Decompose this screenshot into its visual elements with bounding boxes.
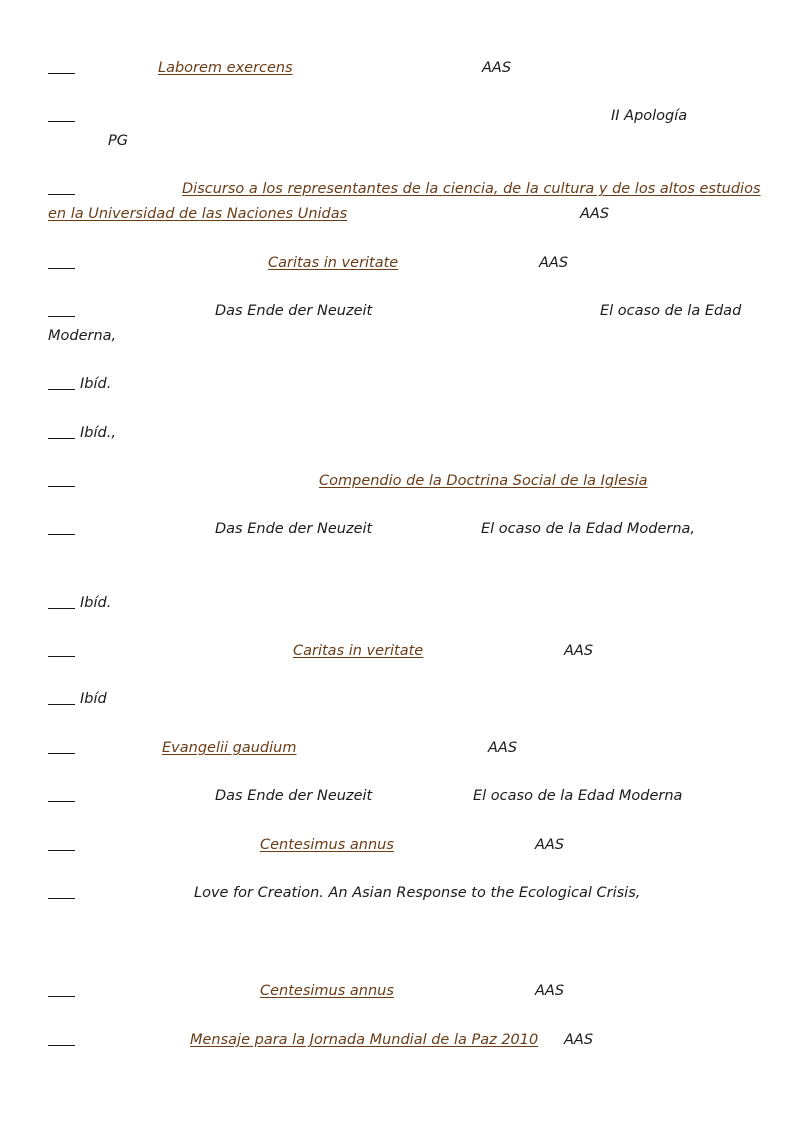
footnote-number (48, 59, 75, 79)
footnote-link[interactable]: Mensaje para la Jornada Mundial de la Paz 2010 (190, 1032, 539, 1048)
footnote-number (48, 254, 75, 274)
footnote-number-blank (48, 520, 75, 535)
footnote-source: AAS (564, 643, 594, 659)
footnote-number (48, 1031, 75, 1051)
footnote-link[interactable]: Discurso a los representantes de la ciencia, de la cultura y de los altos estudios (182, 181, 761, 197)
footnote-number-blank (48, 302, 75, 317)
footnote-ref: Ibíd (80, 691, 107, 707)
footnote-source: AAS (539, 255, 569, 271)
footnote-translation-continued: Moderna, (48, 328, 117, 344)
footnote-number (48, 982, 75, 1002)
footnote-source-title: II Apología (611, 108, 688, 124)
footnote-number-blank (48, 982, 75, 997)
footnote-book-title: Das Ende der Neuzeit (215, 521, 373, 537)
footnote-number (48, 302, 75, 322)
footnote-number-blank (48, 642, 75, 657)
footnote-link[interactable]: Caritas in veritate (268, 255, 399, 271)
footnote-number-blank (48, 472, 75, 487)
footnote-number (48, 520, 75, 540)
footnote-source: AAS (488, 740, 518, 756)
footnote-link[interactable]: Laborem exercens (158, 60, 293, 76)
footnote-number (48, 642, 75, 662)
footnote-number-blank (48, 424, 75, 439)
footnote-book-title: Das Ende der Neuzeit (215, 303, 373, 319)
footnote-number (48, 180, 75, 200)
footnote-link-continued[interactable]: en la Universidad de las Naciones Unidas (48, 206, 348, 222)
footnote-ref: Ibíd. (80, 376, 112, 392)
footnote-link[interactable]: Compendio de la Doctrina Social de la Iglesia (319, 473, 648, 489)
footnote-number-blank (48, 107, 75, 122)
footnote-translation: El ocaso de la Edad (600, 303, 742, 319)
footnote-ref: Ibíd., (80, 425, 116, 441)
footnote-book-title: Das Ende der Neuzeit (215, 788, 373, 804)
footnote-translation: El ocaso de la Edad Moderna (473, 788, 683, 804)
footnote-number (48, 594, 75, 614)
footnote-link[interactable]: Centesimus annus (260, 983, 394, 999)
footnote-ref: Ibíd. (80, 595, 112, 611)
footnote-number-blank (48, 836, 75, 851)
footnote-source: PG (108, 133, 128, 149)
footnote-source: AAS (580, 206, 610, 222)
footnote-link[interactable]: Evangelii gaudium (162, 740, 297, 756)
footnote-link[interactable]: Centesimus annus (260, 837, 394, 853)
footnote-number-blank (48, 594, 75, 609)
footnote-number-blank (48, 690, 75, 705)
footnote-number-blank (48, 739, 75, 754)
footnote-source: AAS (482, 60, 512, 76)
footnote-number-blank (48, 884, 75, 899)
footnote-link[interactable]: Caritas in veritate (293, 643, 424, 659)
footnote-number (48, 884, 75, 904)
footnote-number-blank (48, 180, 75, 195)
footnote-number (48, 836, 75, 856)
footnote-number (48, 739, 75, 759)
footnote-number (48, 472, 75, 492)
footnote-number-blank (48, 1031, 75, 1046)
footnote-book-title: Love for Creation. An Asian Response to the Ecological Crisis, (194, 885, 641, 901)
footnote-number-blank (48, 254, 75, 269)
footnote-number (48, 787, 75, 807)
footnote-source: AAS (535, 837, 565, 853)
footnote-number (48, 690, 75, 710)
footnote-source: AAS (535, 983, 565, 999)
footnote-number-blank (48, 59, 75, 74)
footnote-number-blank (48, 375, 75, 390)
footnote-number-blank (48, 787, 75, 802)
footnote-translation: El ocaso de la Edad Moderna, (481, 521, 696, 537)
footnote-source: AAS (564, 1032, 594, 1048)
footnote-number (48, 424, 75, 444)
footnote-number (48, 107, 75, 127)
footnote-number (48, 375, 75, 395)
